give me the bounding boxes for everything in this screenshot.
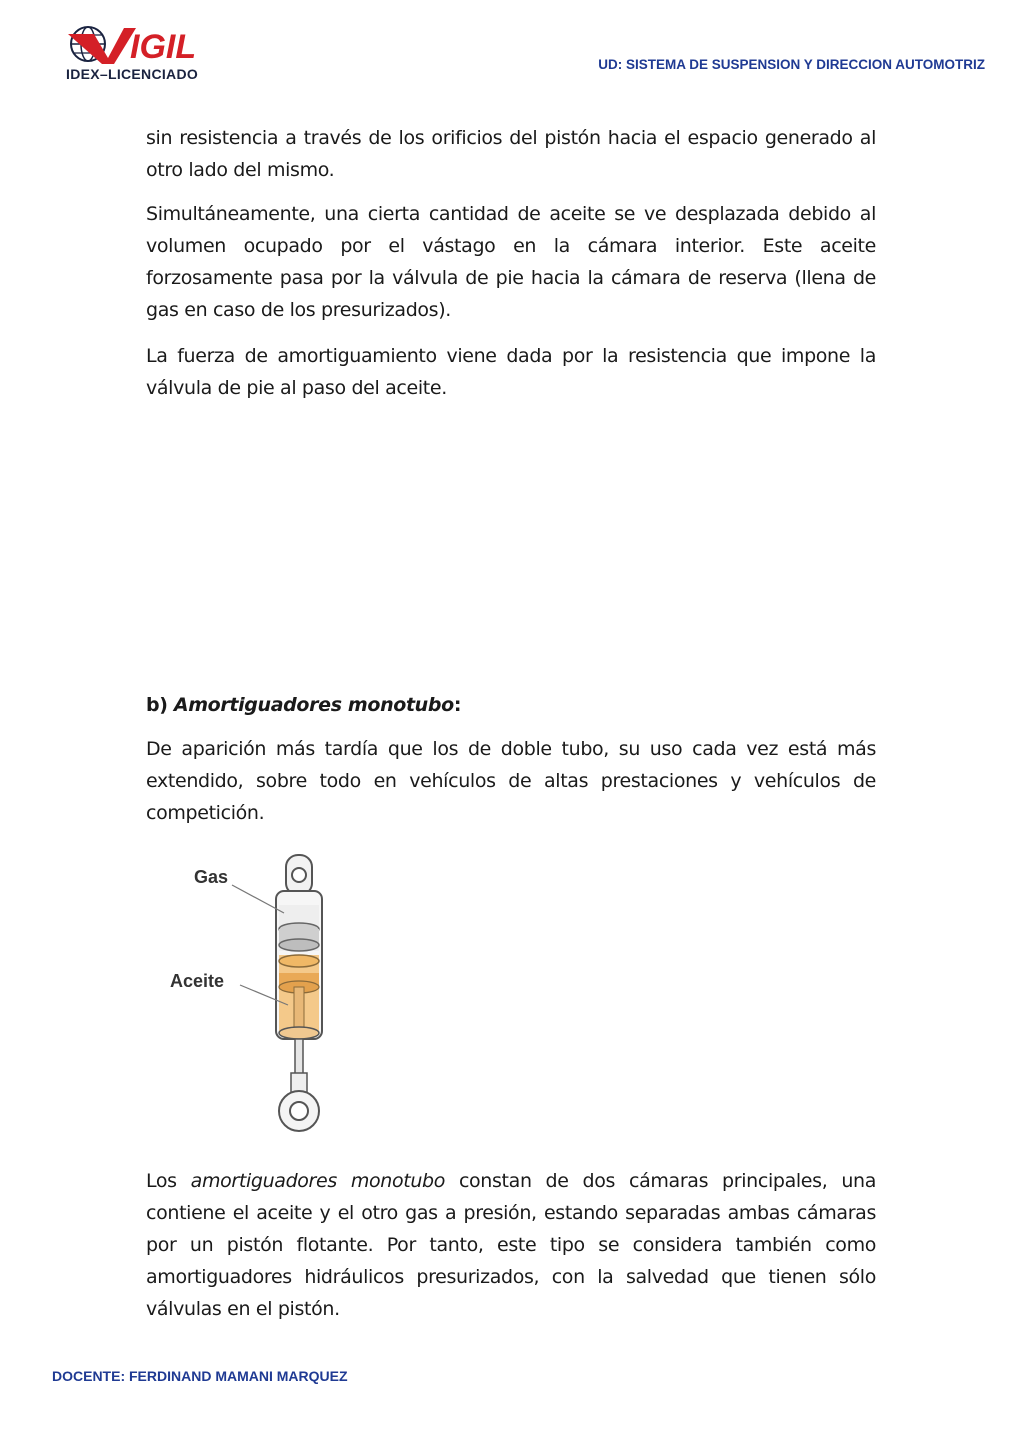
heading-italic: Amortiguadores monotubo [173,694,454,716]
p5-rest: constan de dos cámaras principales, una contiene el aceite y el otro gas a presión, estando separadas ambas cámaras por un pistón flotante. Por tanto, este tipo se considera también como amortiguadores hidráulicos presurizados, con la salvedad que tienen sólo válvulas en el pistón. [146,1170,876,1320]
section-heading [146,689,876,721]
paragraph-3: La fuerza de amortiguamiento viene dada por la resistencia que impone la válvula de pie al paso del aceite. [146,345,876,399]
p5-italic: amortiguadores monotubo [190,1170,446,1192]
oil-label: Aceite [170,971,225,991]
paragraph-2: Simultáneamente, una cierta cantidad de aceite se ve desplazada debido al volumen ocupado por el vástago en la cámara interior. Este aceite forzosamente pasa por la válvula de pie hacia la cámara de reserva (llena de gas en caso de los presurizados). [146,203,876,321]
logo-subtitle: IDEX–LICENCIADO [66,66,199,82]
docente-footer: DOCENTE: FERDINAND MAMANI MARQUEZ [52,1368,348,1384]
paragraph-1: sin resistencia a través de los orificios del pistón hacia el espacio generado al otro lado del mismo. [146,127,876,181]
p5-start: Los [146,1170,191,1192]
gas-label: Gas [194,867,229,887]
heading-suffix: : [453,694,462,716]
paragraph-4: De aparición más tardía que los de doble tubo, su uso cada vez está más extendido, sobre todo en vehículos de altas prestaciones y vehículos de competición. [146,738,876,824]
unit-title: UD: SISTEMA DE SUSPENSION Y DIRECCION AUTOMOTRIZ [598,57,985,72]
logo-wordmark: IGIL [130,28,197,66]
heading-prefix: b) [146,694,174,716]
paragraph-5 [146,1165,876,1325]
monotube-shock-figure [160,845,380,1145]
shock-absorber-diagram [160,845,380,1145]
globe-logo-icon [64,20,224,70]
